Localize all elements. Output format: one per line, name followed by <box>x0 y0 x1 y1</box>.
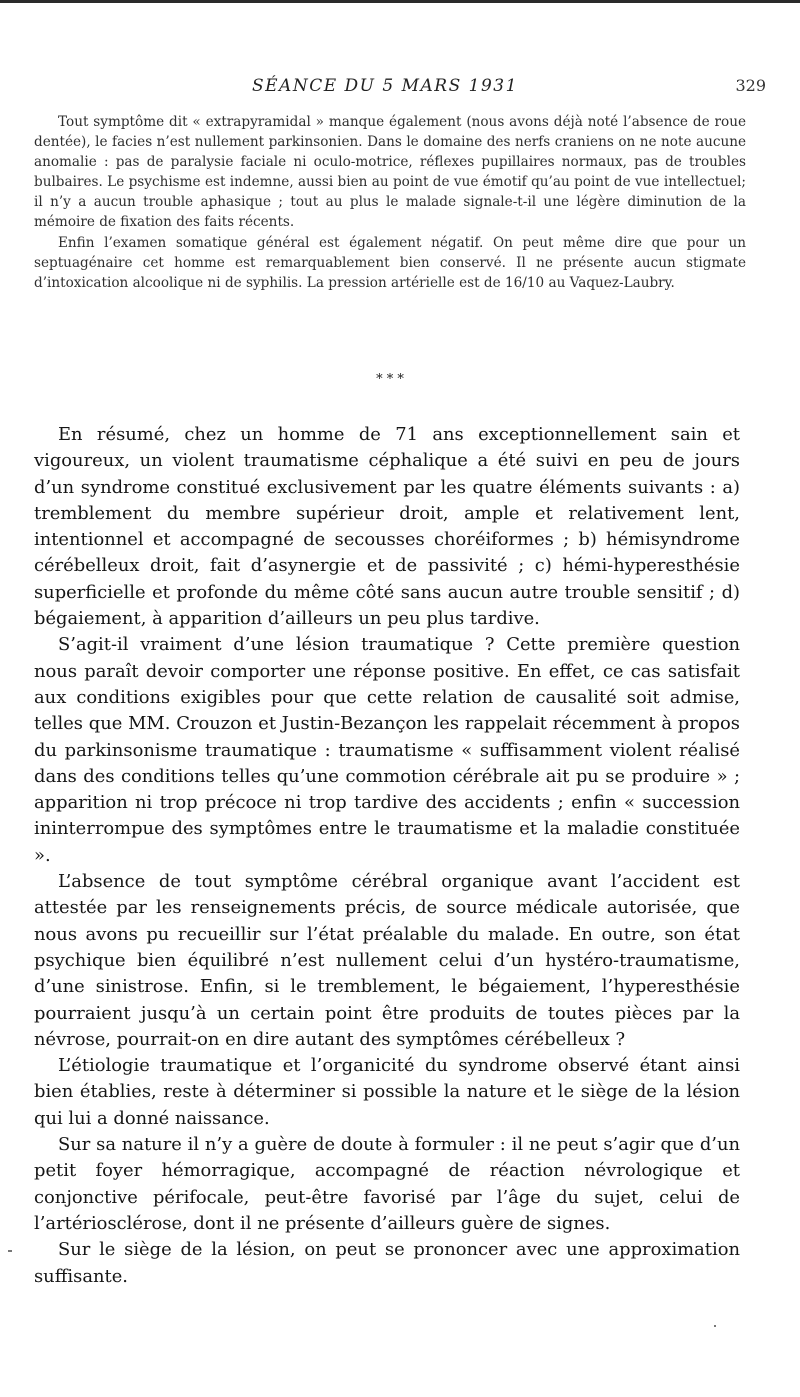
paragraph-small-2: Enfin l’examen somatique général est également négatif. On peut même dire que pour un septuagénaire cet homme est remarquablement bien conservé. Il ne présente aucun stigmate d’intoxication alcoolique ni de syphilis. La pression artérielle est de 16/10 au Vaquez-Laubry. <box>34 234 746 291</box>
clinical-exam-section <box>34 112 746 293</box>
paragraph-nature: Sur sa nature il n’y a guère de doute à formuler : il ne peut s’agir que d’un petit foyer hémorragique, accompagné de réaction névrologique et conjonctive périfocale, peut-être favorisé par l’âge du sujet, celui de l’artériosclérose, dont il ne présente d’ailleurs guère de signes. <box>34 1134 740 1234</box>
paragraph-traumatic-question: S’agit-il vraiment d’une lésion traumatique ? Cette première question nous paraît devoir comporter une réponse positive. En effet, ce cas satisfait aux conditions exigibles pour que cette relation de causalité soit admise, telles que MM. Crouzon et Justin-Bezançon les rappelait récemment à propos du parkinsonisme traumatique : traumatisme « suffisamment violent réalisé dans des conditions telles qu’une commotion cérébrale ait pu se produire » ; apparition ni trop précoce ni trop tardive des accidents ; enfin « succession ininterrompue des symptômes entre le traumatisme et la maladie constituée ». <box>34 634 740 866</box>
paragraph-small-1: Tout symptôme dit « extrapyramidal » manque également (nous avons déjà noté l’absence de roue dentée), le facies n’est nullement parkinsonien. Dans le domaine des nerfs craniens on ne note aucune anomalie : pas de paralysie faciale ni oculo-motrice, réflexes pupillaires normaux, pas de troubles bulbaires. Le psychisme est indemne, aussi bien au point de vue émotif qu’au point de vue intellectuel; il n’y a aucun trouble aphasique ; tout au plus le malade signale-t-il une légère diminution de la mémoire de fixation des faits récents. <box>34 114 746 231</box>
running-head: SÉANCE DU 5 MARS 1931 <box>252 76 518 96</box>
section-separator: * * * <box>376 372 404 387</box>
paragraph-site: Sur le siège de la lésion, on peut se prononcer avec une approximation suffisante. <box>34 1239 740 1287</box>
paragraph-absence: L’absence de tout symptôme cérébral organique avant l’accident est attestée par les renseignements précis, de source médicale autorisée, que nous avons pu recueillir sur l’état préalable du malade. En outre, son état psychique bien équilibré n’est nullement celui d’un hystéro-traumatisme, d’une sinistrose. Enfin, si le tremblement, le bégaiement, l’hyperesthésie pourraient jusqu’à un certain point être produits de toutes pièces par la névrose, pourrait-on en dire autant des symptômes cérébelleux ? <box>34 871 740 1050</box>
paragraph-summary: En résumé, chez un homme de 71 ans exceptionnellement sain et vigoureux, un violent traumatisme céphalique a été suivi en peu de jours d’un syndrome constitué exclusivement par les quatre éléments suivants : a) tremblement du membre supérieur droit, ample et relativement lent, intentionnel et accompagné de secousses choréiformes ; b) hémisyndrome cérébelleux droit, fait d’asynergie et de passivité ; c) hémi-hyperesthésie superficielle et profonde du même côté sans aucun autre trouble sensitif ; d) bégaiement, à apparition d’ailleurs un peu plus tardive. <box>34 424 740 630</box>
page-top-rule <box>0 0 800 3</box>
discussion-section <box>34 422 740 1290</box>
page-number: 329 <box>735 76 766 95</box>
paragraph-etiology: L’étiologie traumatique et l’organicité du syndrome observé étant ainsi bien établies, reste à déterminer si possible la nature et le siège de la lésion qui lui a donné naissance. <box>34 1055 740 1129</box>
page-header <box>0 76 800 100</box>
scan-speck <box>714 1325 716 1327</box>
margin-mark <box>8 1250 12 1252</box>
